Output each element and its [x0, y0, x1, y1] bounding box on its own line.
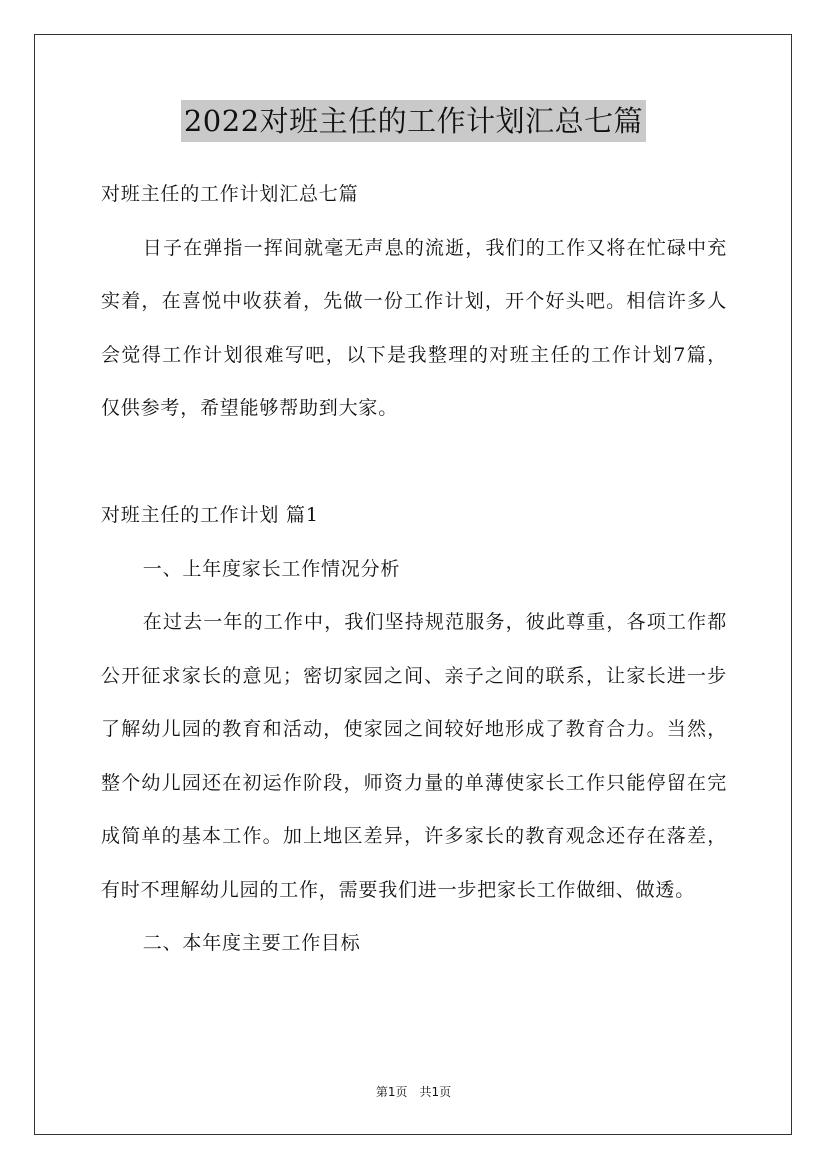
heading-2: 二、本年度主要工作目标 — [142, 932, 361, 954]
heading-1: 一、上年度家长工作情况分析 — [142, 557, 401, 580]
body-paragraph-1: 在过去一年的工作中，我们坚持规范服务，彼此尊重，各项工作都公开征求家长的意见；密切家园之间、亲子之间的联系，让家长进一步了解幼儿园的教育和活动，使家园之间较好地形成了教育合力。当然，整个幼儿园还在初运作阶段，师资力量的单薄使家长工作只能停留在完成简单的基本工作。加上地区差异，许多家长的教育观念还存在落差，有时不理解幼儿园的工作，需要我们进一步把家长工作做细、做透。 — [101, 611, 727, 901]
document-body — [101, 168, 727, 971]
blank-line — [101, 436, 727, 490]
document-title: 2022对班主任的工作计划汇总七篇 — [181, 100, 646, 142]
section-heading: 对班主任的工作计划 篇1 — [101, 504, 319, 526]
title-container — [0, 100, 827, 142]
intro-paragraph: 日子在弹指一挥间就毫无声息的流逝，我们的工作又将在忙碌中充实着，在喜悦中收获着，先做一份工作计划，开个好头吧。相信许多人会觉得工作计划很难写吧，以下是我整理的对班主任的工作计划7篇，仅供参考，希望能够帮助到大家。 — [101, 236, 727, 419]
document-subtitle: 对班主任的工作计划汇总七篇 — [101, 183, 359, 205]
page-footer: 第1页 共1页 — [375, 1085, 452, 1099]
